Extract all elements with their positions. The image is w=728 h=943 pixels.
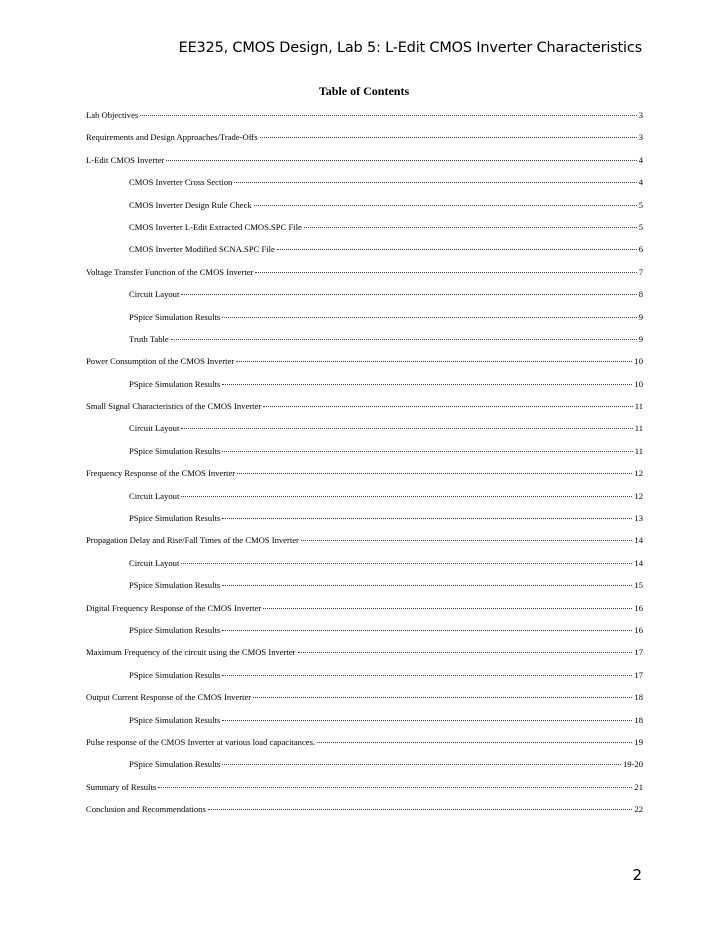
toc-entry-label: CMOS Inverter Cross Section [129, 177, 233, 188]
toc-dot-leader [260, 137, 637, 138]
toc-entry-label: CMOS Inverter Modified SCNA.SPC File [129, 244, 275, 255]
toc-entry-page: 11 [634, 423, 643, 434]
toc-title-text: Table of Contents [318, 84, 410, 98]
toc-entry-page: 12 [634, 468, 643, 479]
toc-entry[interactable] [86, 177, 643, 199]
toc-entry-page: 10 [634, 356, 643, 367]
toc-entry-label: PSpice Simulation Results [129, 669, 221, 680]
toc-entry[interactable] [86, 110, 643, 132]
toc-entry-label: Pulse response of the CMOS Inverter at various load capacitances. [86, 736, 316, 747]
page-number: 2 [632, 866, 642, 884]
toc-entry-page: 8 [638, 289, 643, 300]
toc-entry-page: 6 [638, 244, 643, 255]
toc-dot-leader [317, 742, 632, 743]
toc-entry-page: 19-20 [622, 759, 643, 770]
toc-dot-leader [222, 764, 621, 765]
toc-dot-leader [208, 809, 633, 810]
toc-dot-leader [181, 428, 632, 429]
toc-dot-leader [166, 160, 636, 161]
toc-entry-page: 7 [638, 266, 643, 277]
toc-entry-page: 17 [634, 647, 643, 658]
toc-entry-page: 11 [634, 445, 643, 456]
toc-entry[interactable] [86, 423, 643, 445]
toc-dot-leader [255, 272, 636, 273]
toc-dot-leader [140, 115, 636, 116]
toc-entry[interactable] [86, 715, 643, 737]
toc-entry-page: 11 [634, 401, 643, 412]
toc-entry[interactable] [86, 267, 643, 289]
toc-dot-leader [181, 294, 636, 295]
toc-title [0, 84, 728, 99]
toc-entry[interactable] [86, 222, 643, 244]
toc-entry-label: Maximum Frequency of the circuit using the CMOS Inverter [86, 647, 296, 658]
toc-entry-label: PSpice Simulation Results [129, 624, 221, 635]
toc-entry-label: Digital Frequency Response of the CMOS Inverter [86, 602, 262, 613]
toc-entry[interactable] [86, 491, 643, 513]
toc-entry[interactable] [86, 446, 643, 468]
toc-entry-page: 14 [634, 535, 643, 546]
toc-entry[interactable] [86, 558, 643, 580]
toc-dot-leader [277, 249, 637, 250]
toc-entry-label: Truth Table [129, 333, 169, 344]
toc-entry[interactable] [86, 289, 643, 311]
toc-entry-label: PSpice Simulation Results [129, 580, 221, 591]
toc-dot-leader [222, 451, 633, 452]
toc-entry-label: PSpice Simulation Results [129, 378, 221, 389]
toc-dot-leader [237, 473, 632, 474]
toc-entry-label: Circuit Layout [129, 557, 180, 568]
toc-entry[interactable] [86, 200, 643, 222]
toc-entry-label: L-Edit CMOS Inverter [86, 154, 165, 165]
toc-entry-page: 5 [638, 221, 643, 232]
toc-dot-leader [254, 205, 637, 206]
toc-dot-leader [234, 182, 636, 183]
toc-entry[interactable] [86, 401, 643, 423]
toc-entry-page: 18 [634, 692, 643, 703]
toc-entry-page: 10 [634, 378, 643, 389]
toc-entry[interactable] [86, 535, 643, 557]
toc-entry-label: Lab Objectives [86, 110, 139, 120]
toc-entry-page: 16 [634, 602, 643, 613]
toc-entry-label: Small Signal Characteristics of the CMOS Inverter [86, 401, 262, 412]
toc-entry[interactable] [86, 244, 643, 266]
toc-entry-page: 22 [634, 804, 643, 815]
toc-dot-leader [158, 787, 632, 788]
toc-entry-page: 12 [634, 490, 643, 501]
toc-dot-leader [222, 518, 632, 519]
toc-entry[interactable] [86, 580, 643, 602]
toc-dot-leader [301, 540, 632, 541]
toc-entry[interactable] [86, 692, 643, 714]
toc-dot-leader [181, 563, 632, 564]
toc-entry-page: 16 [634, 624, 643, 635]
toc-entry-label: PSpice Simulation Results [129, 445, 221, 456]
toc-entry-label: Circuit Layout [129, 289, 180, 300]
toc-entry[interactable] [86, 334, 643, 356]
toc-dot-leader [222, 630, 632, 631]
toc-entry[interactable] [86, 670, 643, 692]
toc-entry-label: Circuit Layout [129, 490, 180, 501]
toc-entry-label: Power Consumption of the CMOS Inverter [86, 356, 235, 367]
toc-entry[interactable] [86, 312, 643, 334]
page-header: EE325, CMOS Design, Lab 5: L-Edit CMOS Inverter Characteristics [178, 40, 642, 56]
toc-entry-label: Summary of Results [86, 781, 157, 792]
toc-dot-leader [222, 675, 632, 676]
toc-entry-page: 9 [638, 311, 643, 322]
toc-entry[interactable] [86, 155, 643, 177]
toc-entry[interactable] [86, 625, 643, 647]
toc-entry-page: 5 [638, 199, 643, 210]
toc-entry-label: Propagation Delay and Rise/Fall Times of the CMOS Inverter [86, 535, 299, 546]
toc-entry-page: 15 [634, 580, 643, 591]
toc-entry-label: Frequency Response of the CMOS Inverter [86, 468, 236, 479]
toc-dot-leader [263, 608, 632, 609]
toc-entry[interactable] [86, 356, 643, 378]
toc-entry-label: CMOS Inverter Design Rule Check [129, 199, 252, 210]
toc-dot-leader [222, 317, 637, 318]
toc-entry-page: 13 [634, 513, 643, 524]
table-of-contents [86, 110, 643, 827]
toc-entry-page: 18 [634, 714, 643, 725]
toc-entry[interactable] [86, 647, 643, 669]
toc-entry-label: CMOS Inverter L-Edit Extracted CMOS.SPC File [129, 221, 302, 232]
toc-entry-page: 17 [634, 669, 643, 680]
toc-entry[interactable] [86, 513, 643, 535]
toc-entry-page: 3 [638, 110, 643, 120]
toc-entry-label: Conclusion and Recommendations [86, 804, 206, 815]
toc-entry[interactable] [86, 468, 643, 490]
toc-entry[interactable] [86, 132, 643, 154]
toc-entry-page: 4 [638, 177, 643, 188]
toc-entry-page: 4 [638, 154, 643, 165]
toc-entry-label: PSpice Simulation Results [129, 311, 221, 322]
toc-entry-label: Voltage Transfer Function of the CMOS Inverter [86, 266, 254, 277]
toc-entry[interactable] [86, 379, 643, 401]
toc-dot-leader [298, 652, 633, 653]
toc-dot-leader [263, 406, 633, 407]
toc-entry[interactable] [86, 737, 643, 759]
toc-entry[interactable] [86, 782, 643, 804]
toc-entry-label: Output Current Response of the CMOS Inverter [86, 692, 252, 703]
toc-dot-leader [171, 339, 637, 340]
toc-entry-page: 14 [634, 557, 643, 568]
toc-dot-leader [253, 697, 632, 698]
toc-entry-label: Requirements and Design Approaches/Trade-Offs [86, 132, 258, 143]
toc-dot-leader [181, 496, 632, 497]
toc-entry[interactable] [86, 759, 643, 781]
toc-entry-page: 9 [638, 333, 643, 344]
toc-dot-leader [222, 720, 632, 721]
toc-entry-label: Circuit Layout [129, 423, 180, 434]
toc-dot-leader [222, 384, 632, 385]
toc-dot-leader [222, 585, 632, 586]
toc-entry[interactable] [86, 804, 643, 826]
toc-dot-leader [236, 361, 632, 362]
toc-entry-label: PSpice Simulation Results [129, 759, 221, 770]
toc-entry-label: PSpice Simulation Results [129, 513, 221, 524]
toc-entry[interactable] [86, 603, 643, 625]
toc-entry-page: 21 [634, 781, 643, 792]
toc-dot-leader [304, 227, 637, 228]
toc-entry-page: 3 [638, 132, 643, 143]
toc-entry-page: 19 [634, 736, 643, 747]
toc-entry-label: PSpice Simulation Results [129, 714, 221, 725]
